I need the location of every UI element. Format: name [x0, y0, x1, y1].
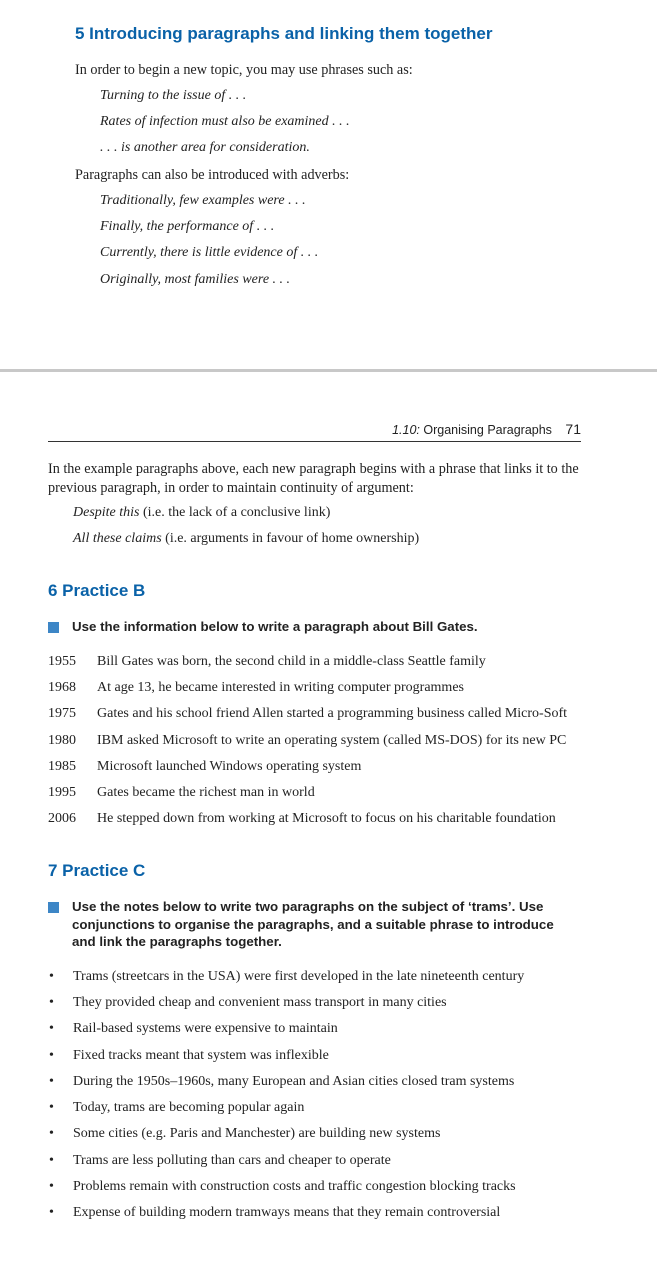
timeline-year: 1995 — [48, 785, 76, 800]
timeline-event: Gates and his school friend Allen started a programming business called Micro-Soft — [97, 706, 568, 721]
running-head-section: 1.10: — [392, 423, 420, 437]
timeline-year: 1985 — [48, 759, 76, 774]
timeline-event: Gates became the richest man in world — [97, 785, 315, 800]
bullet-dot-icon: • — [49, 1021, 54, 1036]
timeline-year: 1975 — [48, 706, 76, 721]
bullet-dot-icon: • — [49, 1153, 54, 1168]
timeline-event: IBM asked Microsoft to write an operating system (called MS-DOS) for its new PC — [97, 733, 567, 748]
bullet-dot-icon: • — [49, 1126, 54, 1141]
continuity-example — [73, 531, 419, 547]
bullet-item: Today, trams are becoming popular again — [73, 1100, 305, 1115]
bullet-item: Fixed tracks meant that system was inflexible — [73, 1048, 329, 1063]
example-adverb: Traditionally, few examples were . . . — [100, 193, 306, 208]
continuity-example — [73, 505, 330, 521]
example-adverb: Originally, most families were . . . — [100, 272, 291, 287]
section-5-intro: In order to begin a new topic, you may use phrases such as: — [75, 62, 413, 78]
continuity-example-phrase: Despite this — [73, 505, 140, 520]
continuity-example-phrase: All these claims — [73, 531, 162, 546]
bullet-dot-icon: • — [49, 969, 54, 984]
example-phrase: Turning to the issue of . . . — [100, 88, 247, 103]
continuity-example-note: (i.e. arguments in favour of home ownership) — [165, 531, 420, 546]
example-adverb: Currently, there is little evidence of . . . — [100, 245, 319, 260]
section-5-heading: 5 Introducing paragraphs and linking them together — [75, 24, 493, 43]
task-square-icon — [48, 902, 59, 913]
running-head-title: Organising Paragraphs — [423, 423, 552, 437]
practice-b-heading: 6 Practice B — [48, 581, 146, 600]
bullet-item: Trams are less polluting than cars and cheaper to operate — [73, 1153, 391, 1168]
practice-b-task: Use the information below to write a paragraph about Bill Gates. — [72, 619, 478, 634]
bullet-dot-icon: • — [49, 1100, 54, 1115]
header-rule — [48, 441, 581, 442]
bullet-dot-icon: • — [49, 1179, 54, 1194]
example-adverb: Finally, the performance of . . . — [100, 219, 275, 234]
adverbs-intro: Paragraphs can also be introduced with adverbs: — [75, 167, 350, 183]
bullet-item: Expense of building modern tramways means that they remain controversial — [73, 1205, 501, 1220]
practice-c-heading: 7 Practice C — [48, 861, 146, 880]
running-head — [392, 421, 581, 437]
bullet-item: During the 1950s–1960s, many European and Asian cities closed tram systems — [73, 1074, 515, 1089]
example-phrase: . . . is another area for consideration. — [100, 140, 310, 155]
timeline-event: Microsoft launched Windows operating system — [97, 759, 362, 774]
page-divider — [0, 369, 657, 372]
bullet-item: Problems remain with construction costs and traffic congestion blocking tracks — [73, 1179, 516, 1194]
timeline-event: He stepped down from working at Microsoft to focus on his charitable foundation — [97, 811, 556, 826]
timeline-year: 1968 — [48, 680, 76, 695]
practice-c-task: Use the notes below to write two paragraphs on the subject of ‘trams’. Use conjunctions to organise the paragraphs, and a suitable phrase to introduce and link the paragraphs together. — [72, 899, 554, 949]
timeline-year: 1955 — [48, 654, 76, 669]
page-number: 71 — [565, 421, 581, 437]
timeline-event: At age 13, he became interested in writing computer programmes — [97, 680, 464, 695]
task-square-icon — [48, 622, 59, 633]
bullet-dot-icon: • — [49, 995, 54, 1010]
bullet-item: Rail-based systems were expensive to maintain — [73, 1021, 338, 1036]
timeline-year: 1980 — [48, 733, 76, 748]
bullet-dot-icon: • — [49, 1048, 54, 1063]
bullet-item: Trams (streetcars in the USA) were first developed in the late nineteenth century — [73, 969, 525, 984]
continuity-paragraph: In the example paragraphs above, each new paragraph begins with a phrase that links it to the previous paragraph, in order to maintain continuity of argument: — [48, 461, 579, 496]
example-phrase: Rates of infection must also be examined . . . — [100, 114, 350, 129]
continuity-example-note: (i.e. the lack of a conclusive link) — [143, 505, 331, 520]
bullet-item: Some cities (e.g. Paris and Manchester) are building new systems — [73, 1126, 441, 1141]
bullet-dot-icon: • — [49, 1074, 54, 1089]
bullet-item: They provided cheap and convenient mass transport in many cities — [73, 995, 447, 1010]
timeline-event: Bill Gates was born, the second child in a middle-class Seattle family — [97, 654, 486, 669]
bullet-dot-icon: • — [49, 1205, 54, 1220]
timeline-year: 2006 — [48, 811, 76, 826]
